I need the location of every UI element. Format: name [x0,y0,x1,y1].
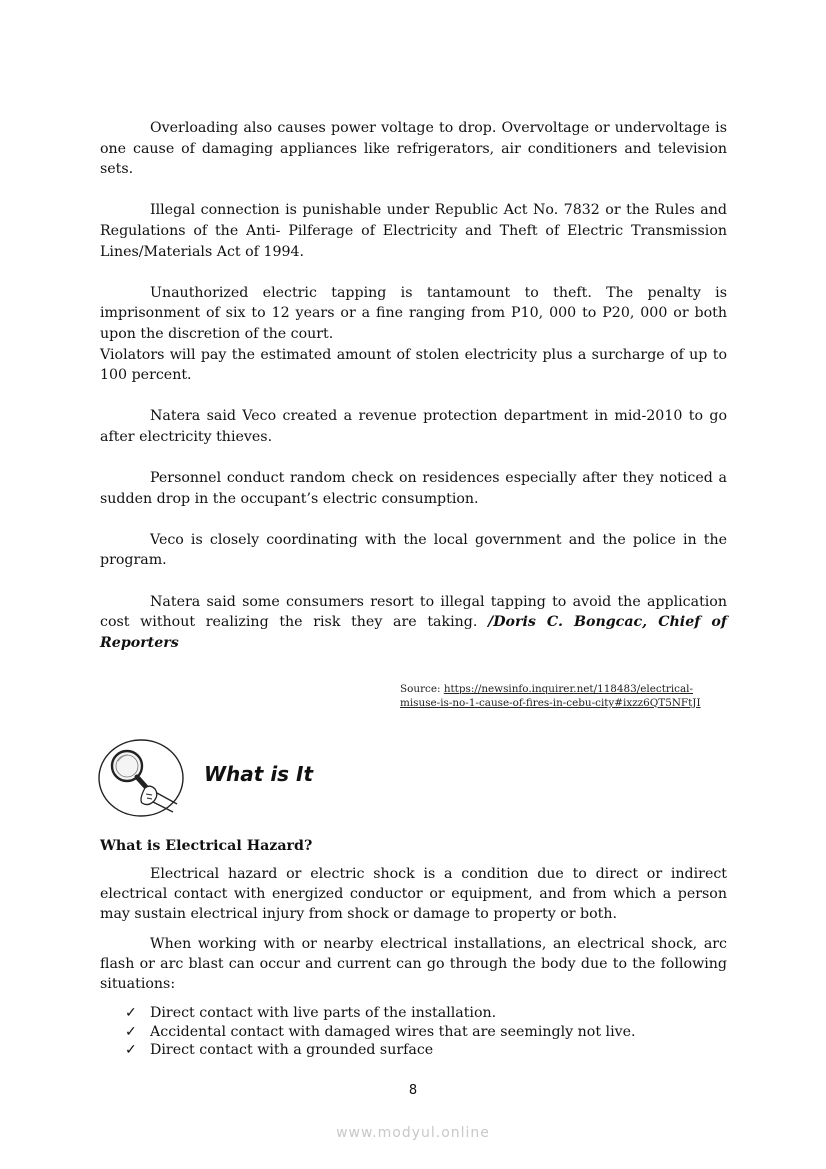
paragraph: When working with or nearby electrical installations, an electrical shock, arc flash or arc blast can occur and current can go through the body due to the following situations: [100,936,727,992]
list-item-text: Accidental contact with damaged wires that are seemingly not live. [150,1023,636,1040]
paragraph: Illegal connection is punishable under Republic Act No. 7832 or the Rules and Regulations of the Anti- Pilferage of Electricity and Theft of Electric Transmission Lines/Materials Act of 1994. [100,202,727,260]
checkmark-icon: ✓ [125,1005,137,1021]
paragraph-with-byline [100,592,727,654]
list-item-text: Direct contact with a grounded surface [150,1042,434,1058]
paragraph: Unauthorized electric tapping is tantamount to theft. The penalty is imprisonment of six to 12 years or a fine ranging from P10, 000 to P20, 000 or both upon the discretion of the court. [100,284,727,342]
source-link[interactable]: https://newsinfo.inquirer.net/118483/electrical-misuse-is-no-1-cause-of-fires-in-cebu-city#ixzz6QT5NFtJI [400,683,701,709]
paragraph-text: Natera said some consumers resort to illegal tapping to avoid the application cost without realizing the risk they are taking. [100,593,727,631]
section-heading: What is Electrical Hazard? [100,838,313,854]
paragraph: Personnel conduct random check on residences especially after they noticed a sudden drop in the occupant’s electric consumption. [100,470,727,507]
magnifying-glass-icon [97,738,185,818]
list-item [125,1004,727,1023]
paragraph: Natera said Veco created a revenue protection department in mid-2010 to go after electricity thieves. [100,408,727,445]
section-body [100,836,727,1060]
paragraph: Overloading also causes power voltage to drop. Overvoltage or undervoltage is one cause of damaging appliances like refrigerators, air conditioners and television sets. [100,120,727,178]
watermark: www.modyul.online [336,1125,490,1141]
source-citation [400,683,730,711]
list-item-text: Direct contact with live parts of the installation. [150,1005,497,1021]
checkmark-icon: ✓ [125,1023,137,1040]
section-title: What is It [204,762,314,786]
paragraph: Veco is closely coordinating with the local government and the police in the program. [100,531,727,569]
byline: /Doris C. Bongcac, Chief of Reporters [100,614,727,651]
paragraph: Electrical hazard or electric shock is a condition due to direct or indirect electrical contact with energized conductor or equipment, and from which a person may sustain electrical injury from shock or damage to property or both. [100,866,727,922]
list-item [125,1041,727,1060]
checklist [100,1004,727,1060]
checkmark-icon: ✓ [125,1042,137,1058]
source-label: Source: [400,683,444,695]
paragraph: Violators will pay the estimated amount of stolen electricity plus a surcharge of up to 100 percent. [100,346,727,384]
page-number: 8 [408,1083,418,1098]
article-body [100,118,727,674]
list-item [125,1023,727,1042]
